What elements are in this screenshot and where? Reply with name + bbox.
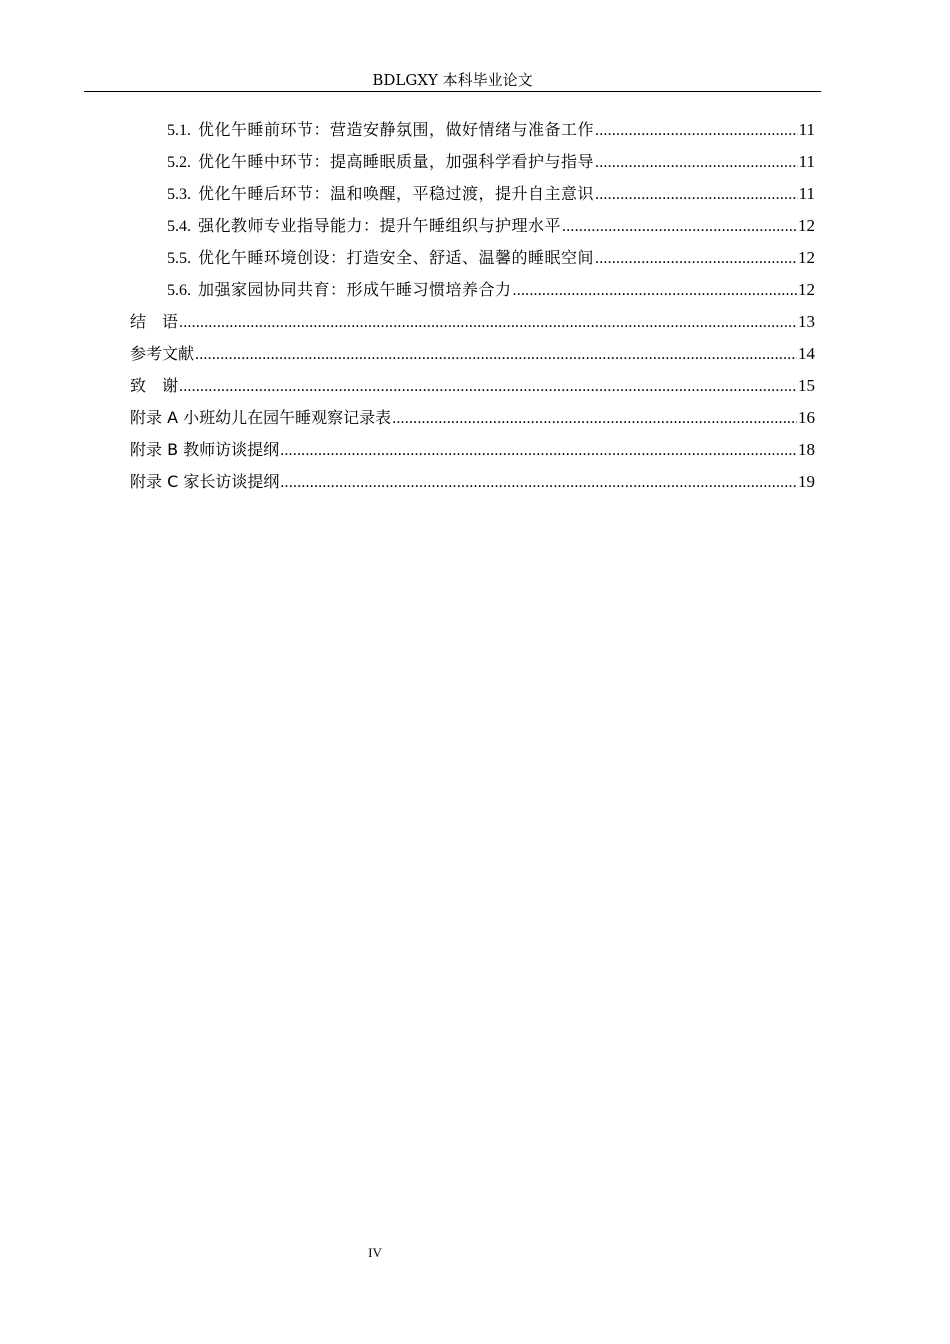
toc-entry-title: 附录 A 小班幼儿在园午睡观察记录表 xyxy=(130,408,392,427)
toc-entry-title: 优化午睡中环节：提高睡眠质量，加强科学看护与指导 xyxy=(198,152,595,171)
toc-entry-title: 参考文献 xyxy=(130,344,195,363)
toc-entry[interactable] xyxy=(130,338,815,370)
running-header: BDLGXY 本科毕业论文 xyxy=(372,71,533,89)
toc-dot-leader xyxy=(195,339,797,371)
toc-dot-leader xyxy=(179,307,797,339)
toc-entry-page: 11 xyxy=(798,184,815,203)
toc-dot-leader xyxy=(280,435,797,467)
toc-dot-leader xyxy=(595,147,798,179)
toc-entry-page: 12 xyxy=(798,248,815,267)
toc-entry-page: 11 xyxy=(798,152,815,171)
toc-dot-leader xyxy=(562,211,797,243)
toc-dot-leader xyxy=(179,371,797,403)
toc-entry-page: 18 xyxy=(798,440,815,459)
toc-entry[interactable] xyxy=(130,210,815,242)
toc-dot-leader xyxy=(513,275,797,307)
toc-entry-page: 12 xyxy=(798,216,815,235)
page-number: IV xyxy=(368,1245,382,1260)
toc-entry[interactable] xyxy=(130,242,815,274)
toc-entry[interactable] xyxy=(130,178,815,210)
toc-entry-title: 附录 C 家长访谈提纲 xyxy=(130,472,280,491)
toc-entry-title: 优化午睡前环节：营造安静氛围，做好情绪与准备工作 xyxy=(198,120,595,139)
toc-entry-title: 附录 B 教师访谈提纲 xyxy=(130,440,280,459)
toc-entry-title: 加强家园协同共育：形成午睡习惯培养合力 xyxy=(198,280,512,299)
header-rule xyxy=(84,91,821,92)
toc-entry-page: 14 xyxy=(798,344,815,363)
toc-entry-title: 致 谢 xyxy=(130,376,179,395)
toc-dot-leader xyxy=(280,467,797,499)
toc-dot-leader xyxy=(595,243,797,275)
toc-entry[interactable] xyxy=(130,466,815,498)
toc-entry[interactable] xyxy=(130,114,815,146)
toc-entry-title: 优化午睡环境创设：打造安全、舒适、温馨的睡眠空间 xyxy=(198,248,595,267)
toc-entry-number: 5.5. xyxy=(167,250,191,267)
toc-entry-title: 强化教师专业指导能力：提升午睡组织与护理水平 xyxy=(198,216,562,235)
table-of-contents xyxy=(130,114,815,498)
toc-entry-page: 12 xyxy=(798,280,815,299)
toc-entry-number: 5.4. xyxy=(167,218,191,235)
toc-dot-leader xyxy=(392,403,797,435)
toc-entry-title: 优化午睡后环节：温和唤醒，平稳过渡，提升自主意识 xyxy=(198,184,595,203)
toc-entry-number: 5.3. xyxy=(167,186,191,203)
toc-dot-leader xyxy=(595,115,798,147)
toc-entry-number: 5.2. xyxy=(167,154,191,171)
toc-entry-page: 11 xyxy=(798,120,815,139)
toc-entry-number: 5.1. xyxy=(167,122,191,139)
toc-entry[interactable] xyxy=(130,274,815,306)
toc-entry[interactable] xyxy=(130,146,815,178)
toc-entry-page: 16 xyxy=(798,408,815,427)
toc-entry-page: 19 xyxy=(798,472,815,491)
toc-entry[interactable] xyxy=(130,402,815,434)
toc-entry-page: 15 xyxy=(798,376,815,395)
toc-dot-leader xyxy=(595,179,798,211)
toc-entry-page: 13 xyxy=(798,312,815,331)
toc-entry[interactable] xyxy=(130,306,815,338)
toc-entry-number: 5.6. xyxy=(167,282,191,299)
toc-entry[interactable] xyxy=(130,370,815,402)
toc-entry[interactable] xyxy=(130,434,815,466)
toc-entry-title: 结 语 xyxy=(130,312,179,331)
